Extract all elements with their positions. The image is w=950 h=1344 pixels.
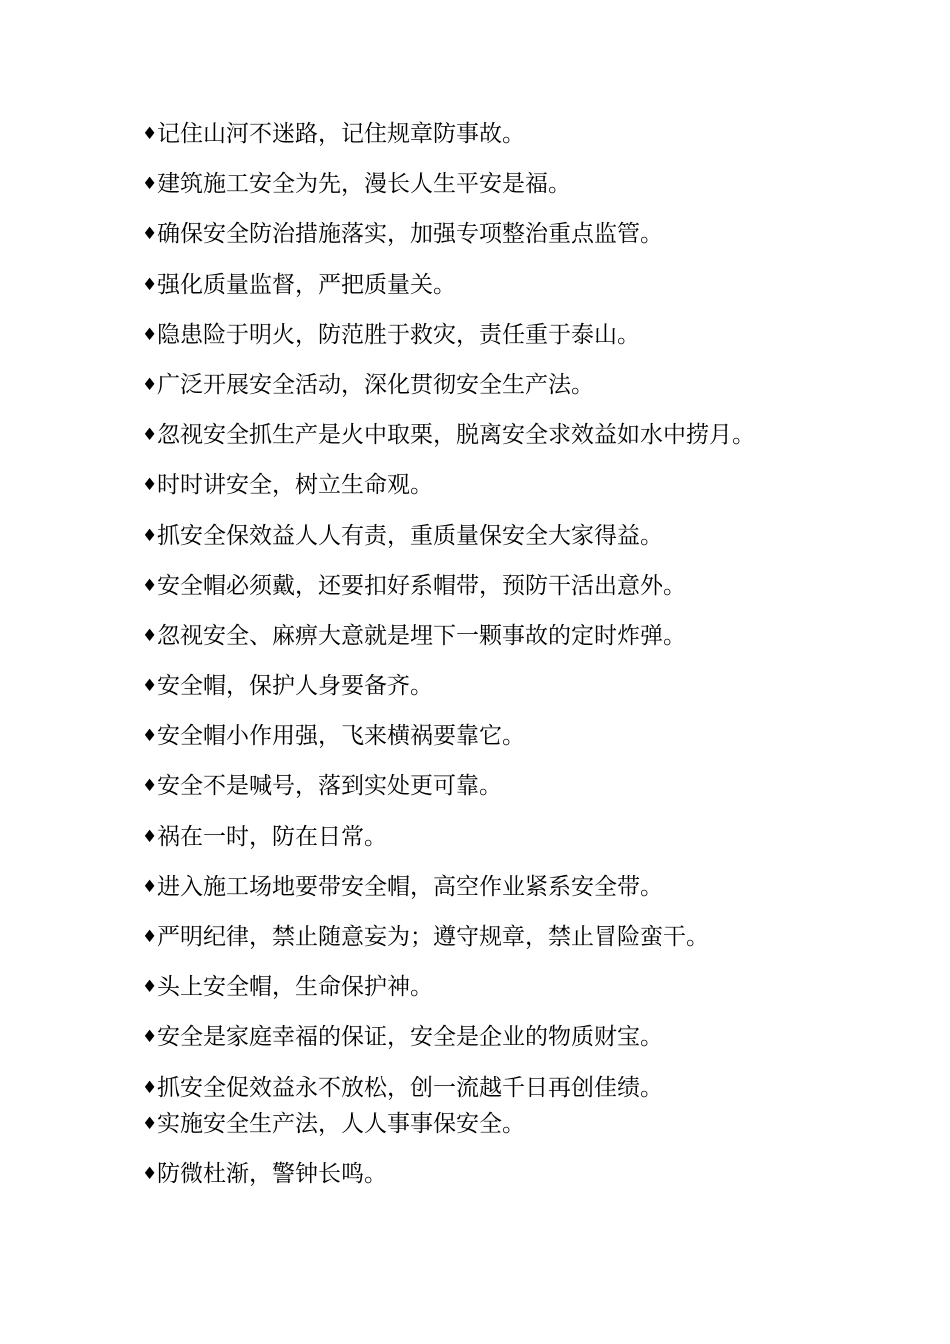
slogan-text: 安全帽，保护人身要备齐。 (157, 673, 433, 700)
diamond-bullet-icon: ♦ (142, 776, 158, 797)
slogan-text: 祸在一时，防在日常。 (157, 823, 387, 850)
slogan-item (142, 166, 922, 216)
slogan-item (142, 718, 922, 768)
slogan-item (142, 467, 922, 517)
slogan-text: 时时讲安全，树立生命观。 (157, 472, 433, 499)
diamond-bullet-icon: ♦ (142, 525, 158, 546)
slogan-text: 确保安全防治措施落实，加强专项整治重点监管。 (157, 221, 663, 248)
slogan-text: 抓安全促效益永不放松，创一流越千日再创佳绩。 (157, 1074, 663, 1101)
slogan-text: 安全不是喊号，落到实处更可靠。 (157, 773, 502, 800)
slogan-item (142, 919, 922, 969)
diamond-bullet-icon: ♦ (142, 876, 158, 897)
diamond-bullet-icon: ♦ (142, 1027, 158, 1048)
slogan-text: 头上安全帽，生命保护神。 (157, 974, 433, 1001)
slogan-text: 进入施工场地要带安全帽，高空作业紧系安全带。 (157, 873, 663, 900)
slogan-text: 抓安全保效益人人有责，重质量保安全大家得益。 (157, 522, 663, 549)
slogan-item (142, 367, 922, 417)
diamond-bullet-icon: ♦ (142, 977, 158, 998)
slogan-item (142, 518, 922, 568)
slogan-text: 记住山河不迷路，记住规章防事故。 (157, 121, 525, 147)
slogan-text: 严明纪律，禁止随意妄为；遵守规章，禁止冒险蛮干。 (157, 924, 709, 950)
slogan-item (142, 1156, 922, 1206)
diamond-bullet-icon: ♦ (142, 726, 158, 747)
slogan-text: 忽视安全抓生产是火中取栗，脱离安全求效益如水中捞月。 (157, 422, 755, 449)
slogan-list (142, 116, 922, 1206)
diamond-bullet-icon: ♦ (142, 575, 158, 596)
diamond-bullet-icon: ♦ (142, 676, 158, 697)
slogan-item (142, 267, 922, 317)
slogan-text: 实施安全生产法，人人事事保安全。 (157, 1110, 525, 1137)
slogan-text: 安全是家庭幸福的保证，安全是企业的物质财宝。 (157, 1024, 663, 1051)
slogan-item (142, 1019, 922, 1069)
slogan-text: 防微杜渐，警钟长鸣。 (157, 1160, 387, 1187)
slogan-text: 强化质量监督，严把质量关。 (157, 271, 456, 298)
slogan-item (142, 969, 922, 1019)
diamond-bullet-icon: ♦ (142, 1163, 158, 1184)
slogan-item (142, 869, 922, 919)
slogan-item (142, 1106, 922, 1156)
diamond-bullet-icon: ♦ (142, 174, 158, 195)
slogan-item (142, 819, 922, 869)
diamond-bullet-icon: ♦ (142, 274, 158, 295)
slogan-text: 隐患险于明火，防范胜于救灾，责任重于泰山。 (157, 321, 640, 348)
slogan-text: 广泛开展安全活动，深化贯彻安全生产法。 (157, 371, 594, 398)
diamond-bullet-icon: ♦ (142, 374, 158, 395)
diamond-bullet-icon: ♦ (142, 826, 158, 847)
slogan-item (142, 417, 922, 467)
slogan-item (142, 216, 922, 266)
slogan-item (142, 1070, 922, 1106)
slogan-item (142, 568, 922, 618)
diamond-bullet-icon: ♦ (142, 1113, 158, 1134)
slogan-text: 忽视安全、麻痹大意就是埋下一颗事故的定时炸弹。 (157, 622, 686, 649)
slogan-item (142, 668, 922, 718)
slogan-item (142, 768, 922, 818)
diamond-bullet-icon: ♦ (142, 224, 158, 245)
diamond-bullet-icon: ♦ (142, 927, 158, 947)
slogan-item (142, 116, 922, 166)
slogan-text: 安全帽小作用强，飞来横祸要靠它。 (157, 723, 525, 750)
diamond-bullet-icon: ♦ (142, 625, 158, 646)
diamond-bullet-icon: ♦ (142, 475, 158, 496)
diamond-bullet-icon: ♦ (142, 324, 158, 345)
diamond-bullet-icon: ♦ (142, 1077, 158, 1098)
diamond-bullet-icon: ♦ (142, 124, 158, 144)
slogan-item (142, 618, 922, 668)
slogan-text: 安全帽必须戴，还要扣好系帽带，预防干活出意外。 (157, 572, 686, 599)
diamond-bullet-icon: ♦ (142, 425, 158, 446)
slogan-item (142, 317, 922, 367)
slogan-text: 建筑施工安全为先，漫长人生平安是福。 (157, 171, 571, 198)
